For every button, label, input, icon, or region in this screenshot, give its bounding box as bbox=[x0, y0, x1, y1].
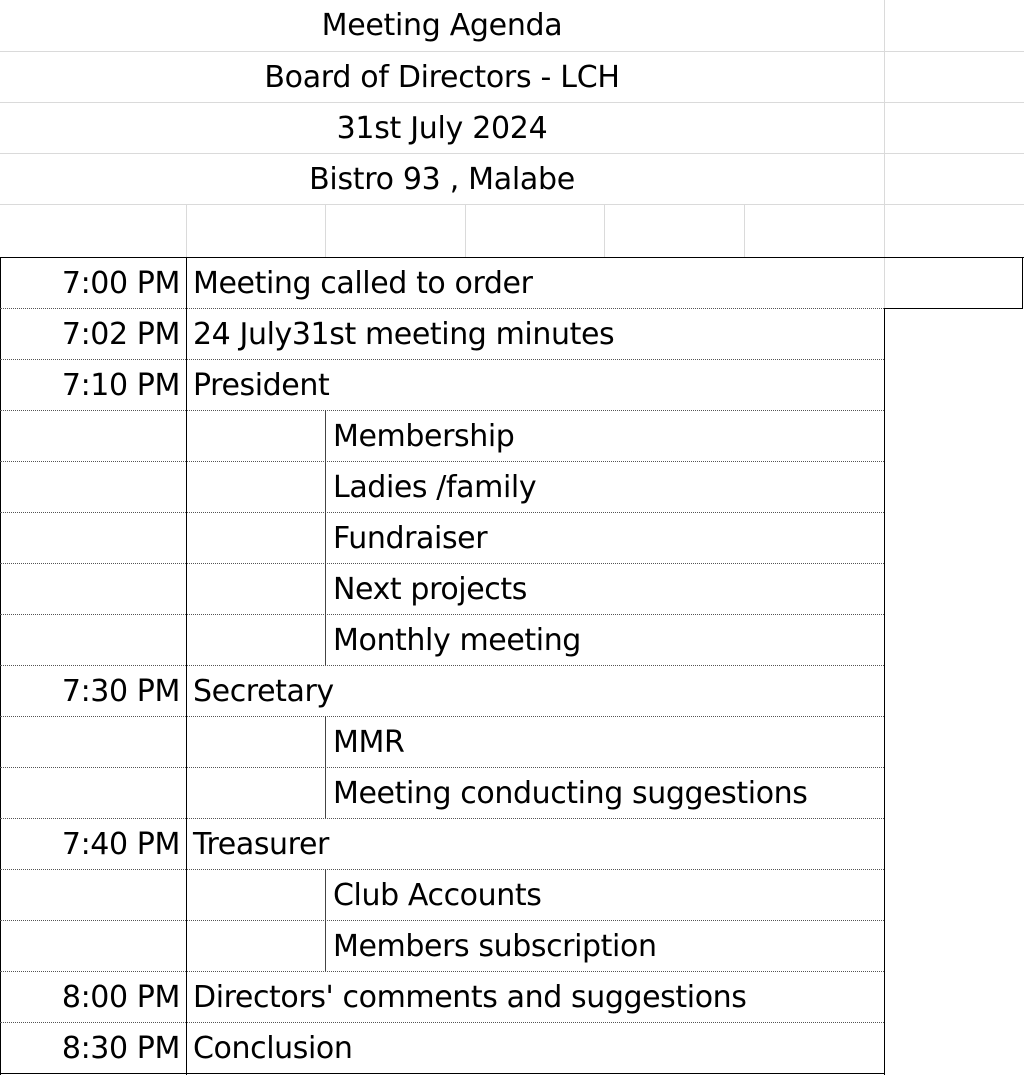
time-column-border bbox=[186, 257, 187, 1075]
agenda-subitem[interactable]: Ladies /family bbox=[333, 470, 537, 505]
agenda-item[interactable]: President bbox=[193, 368, 330, 403]
board-name[interactable]: Board of Directors - LCH bbox=[264, 60, 620, 95]
agenda-item[interactable]: Secretary bbox=[193, 674, 334, 709]
gridline bbox=[465, 204, 466, 257]
meeting-date[interactable]: 31st July 2024 bbox=[336, 111, 548, 146]
table-border bbox=[884, 308, 885, 1075]
agenda-title[interactable]: Meeting Agenda bbox=[321, 8, 563, 43]
agenda-time[interactable]: 7:02 PM bbox=[61, 317, 180, 352]
table-right-border bbox=[1022, 257, 1023, 309]
agenda-subitem[interactable]: Club Accounts bbox=[333, 878, 542, 913]
agenda-item[interactable]: Conclusion bbox=[193, 1031, 353, 1066]
gridline bbox=[325, 204, 326, 257]
agenda-time[interactable]: 7:00 PM bbox=[61, 266, 180, 301]
agenda-time[interactable]: 8:00 PM bbox=[61, 980, 180, 1015]
agenda-item[interactable]: Meeting called to order bbox=[193, 266, 533, 301]
agenda-item[interactable]: 24 July31st meeting minutes bbox=[193, 317, 615, 352]
agenda-subitem[interactable]: Fundraiser bbox=[333, 521, 488, 556]
agenda-subitem[interactable]: Next projects bbox=[333, 572, 527, 607]
table-border bbox=[884, 308, 1023, 309]
meeting-venue[interactable]: Bistro 93 , Malabe bbox=[309, 162, 575, 197]
agenda-subitem[interactable]: Membership bbox=[333, 419, 515, 454]
agenda-time[interactable]: 7:40 PM bbox=[61, 827, 180, 862]
gridline bbox=[884, 0, 885, 257]
agenda-time[interactable]: 8:30 PM bbox=[61, 1031, 180, 1066]
agenda-subitem[interactable]: Members subscription bbox=[333, 929, 657, 964]
gridline bbox=[186, 204, 187, 257]
agenda-time[interactable]: 7:10 PM bbox=[61, 368, 180, 403]
agenda-time[interactable]: 7:30 PM bbox=[61, 674, 180, 709]
gridline bbox=[604, 204, 605, 257]
agenda-subitem[interactable]: MMR bbox=[333, 725, 405, 760]
subitem-border bbox=[325, 869, 326, 971]
gridline bbox=[744, 204, 745, 257]
subitem-border bbox=[325, 410, 326, 665]
agenda-item[interactable]: Treasurer bbox=[193, 827, 329, 862]
agenda-subitem[interactable]: Monthly meeting bbox=[333, 623, 581, 658]
subitem-border bbox=[325, 716, 326, 818]
agenda-item[interactable]: Directors' comments and suggestions bbox=[193, 980, 747, 1015]
agenda-subitem[interactable]: Meeting conducting suggestions bbox=[333, 776, 808, 811]
